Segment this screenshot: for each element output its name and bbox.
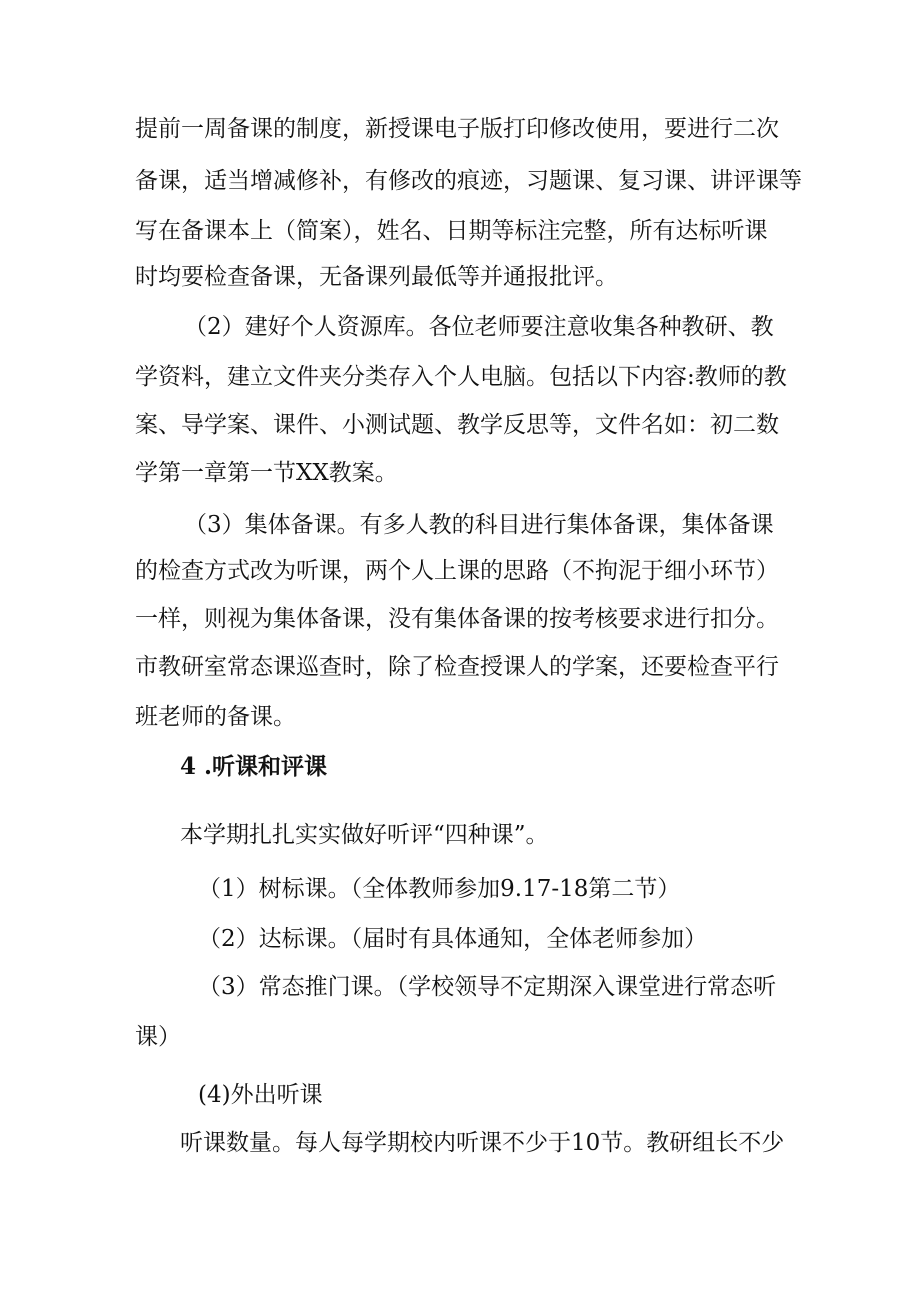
text-line: 学第一章第一节XX教案。 <box>135 460 398 486</box>
section-heading: 4 .听课和评课 <box>180 753 328 780</box>
list-item: (4)外出听课 <box>198 1082 323 1108</box>
list-item: （1）树标课。（全体教师参加9.17-18第二节） <box>198 876 681 902</box>
text-line: 的检查方式改为听课，两个人上课的思路（不拘泥于细小环节） <box>135 558 779 584</box>
list-item: （2）达标课。（届时有具体通知，全体老师参加） <box>198 926 708 952</box>
text-line: 班老师的备课。 <box>135 704 296 730</box>
text-line: 案、导学案、课件、小测试题、教学反思等，文件名如：初二数 <box>135 412 779 438</box>
text-line: （3）集体备课。有多人教的科目进行集体备课，集体备课 <box>184 512 774 538</box>
text-line: 时均要检查备课，无备课列最低等并通报批评。 <box>135 264 618 290</box>
text-line: 本学期扎扎实实做好听评“四种课”。 <box>180 822 549 848</box>
text-line: 写在备课本上（简案），姓名、日期等标注完整，所有达标听课 <box>135 218 768 244</box>
text-line: （2）建好个人资源库。各位老师要注意收集各种教研、教 <box>184 314 774 340</box>
text-line: 提前一周备课的制度，新授课电子版打印修改使用，要进行二次 <box>135 116 779 142</box>
text-line: 学资料，建立文件夹分类存入个人电脑。包括以下内容:教师的教 <box>135 364 787 390</box>
list-item: （3）常态推门课。（学校领导不定期深入课堂进行常态听 <box>198 974 777 1000</box>
text-line: 听课数量。每人每学期校内听课不少于10节。教研组长不少 <box>180 1130 785 1156</box>
text-line: 课） <box>135 1024 181 1050</box>
text-line: 一样，则视为集体备课，没有集体备课的按考核要求进行扣分。 <box>135 606 779 632</box>
text-line: 备课，适当增减修补，有修改的痕迹，习题课、复习课、讲评课等 <box>135 168 802 194</box>
text-line: 市教研室常态课巡查时，除了检查授课人的学案，还要检查平行 <box>135 654 779 680</box>
